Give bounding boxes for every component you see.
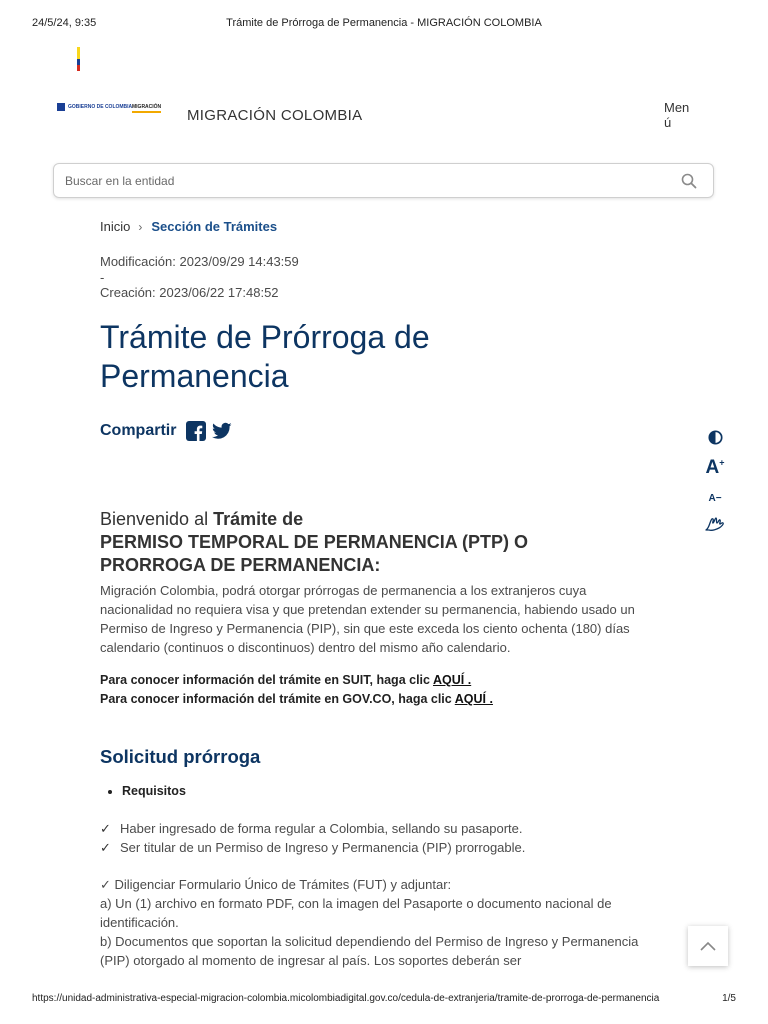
menu-label-line2: ú bbox=[664, 115, 672, 130]
share-bar bbox=[100, 421, 232, 441]
welcome-line3: PRORROGA DE PERMANENCIA: bbox=[100, 555, 381, 575]
list-item: • Requisitos bbox=[122, 784, 660, 798]
documents-section bbox=[100, 875, 660, 970]
created-date: Creación: 2023/06/22 17:48:52 bbox=[100, 285, 279, 300]
sign-language-icon[interactable] bbox=[703, 512, 727, 534]
increase-font-button[interactable] bbox=[706, 457, 725, 479]
gov-logo-icon bbox=[57, 103, 65, 111]
print-date: 24/5/24, 9:35 bbox=[32, 17, 97, 29]
increase-font-plus: + bbox=[719, 457, 725, 468]
item-b: b) Documentos que soportan la solicitud dependiendo del Permiso de Ingreso y Permanencia (PIP) otorgado al momento de ingresar al país. Los soportes deberán ser bbox=[100, 934, 639, 968]
breadcrumb-home[interactable]: Inicio bbox=[100, 219, 131, 234]
check-icon: ✓ bbox=[100, 821, 111, 836]
contrast-icon[interactable] bbox=[708, 430, 723, 445]
modified-date: Modificación: 2023/09/29 14:43:59 bbox=[100, 254, 299, 269]
breadcrumb-current[interactable]: Sección de Trámites bbox=[151, 219, 278, 234]
check-text: Haber ingresado de forma regular a Colombia, sellando su pasaporte. bbox=[120, 821, 523, 836]
site-name[interactable]: MIGRACIÓN COLOMBIA bbox=[187, 107, 363, 124]
print-url: https://unidad-administrativa-especial-migracion-colombia.micolombiadigital.gov.co/cedula-de-extranjeria/tramite-de-prorroga-de-permanencia bbox=[32, 993, 660, 1004]
suit-line bbox=[100, 671, 660, 690]
print-title: Trámite de Prórroga de Permanencia - MIGRACIÓN COLOMBIA bbox=[226, 17, 542, 29]
print-page-number: 1/5 bbox=[722, 993, 736, 1004]
govco-line bbox=[100, 690, 660, 709]
chevron-right-icon: › bbox=[138, 219, 143, 234]
govco-link[interactable]: AQUÍ . bbox=[454, 692, 493, 706]
search-input[interactable] bbox=[63, 173, 681, 189]
list-item bbox=[100, 838, 660, 857]
migracion-logo[interactable]: MIGRACIÓN bbox=[132, 104, 161, 113]
menu-label-line1: Men bbox=[664, 100, 690, 115]
check-icon: ✓ bbox=[100, 840, 111, 855]
meta-separator: - bbox=[100, 269, 105, 285]
fut-line: ✓ Diligenciar Formulario Único de Trámites (FUT) y adjuntar: bbox=[100, 877, 452, 892]
page-title: Trámite de Prórroga de Permanencia bbox=[100, 319, 430, 394]
decrease-font-button[interactable]: A− bbox=[708, 493, 722, 504]
section-title: Solicitud prórroga bbox=[100, 746, 261, 767]
search-icon[interactable] bbox=[681, 173, 697, 189]
share-label: Compartir bbox=[100, 422, 177, 439]
checklist bbox=[100, 819, 660, 857]
item-a: a) Un (1) archivo en formato PDF, con la imagen del Pasaporte o documento nacional de identificación. bbox=[100, 896, 612, 930]
search-bar[interactable] bbox=[53, 163, 714, 198]
govco-text: Para conocer información del trámite en GOV.CO, haga clic bbox=[100, 692, 455, 706]
suit-link[interactable]: AQUÍ . bbox=[432, 673, 472, 687]
scroll-to-top-button[interactable] bbox=[688, 926, 728, 966]
twitter-icon[interactable] bbox=[212, 422, 232, 440]
colombia-flag-bar bbox=[77, 47, 80, 71]
page-meta bbox=[100, 254, 299, 301]
intro-paragraph: Migración Colombia, podrá otorgar prórrogas de permanencia a los extranjeros cuya nacionalidad no requiera visa y que pretendan extender su permanencia, habiendo usado un Permiso de Ingreso y Permanencia (PIP), sin que este exceda los ciento ochenta (180) días calendario (continuos o discontinuos) dentro del mismo año calendario. bbox=[100, 583, 635, 655]
breadcrumb bbox=[100, 219, 277, 234]
suit-text: Para conocer información del trámite en SUIT, haga clic bbox=[100, 673, 433, 687]
menu-button[interactable] bbox=[664, 100, 698, 130]
welcome-prefix: Bienvenido al bbox=[100, 509, 214, 529]
gov-logo-text: GOBIERNO DE COLOMBIA bbox=[68, 103, 133, 110]
info-links bbox=[100, 671, 660, 709]
chevron-up-icon bbox=[699, 940, 717, 952]
welcome-bold: Trámite de bbox=[213, 509, 304, 529]
requirements-list bbox=[122, 784, 660, 798]
increase-font-label: A bbox=[705, 457, 720, 478]
check-text: Ser titular de un Permiso de Ingreso y Permanencia (PIP) prorrogable. bbox=[120, 840, 526, 855]
main-content bbox=[100, 508, 660, 970]
gov-logo[interactable] bbox=[57, 103, 132, 111]
welcome-heading bbox=[100, 508, 660, 577]
welcome-line2: PERMISO TEMPORAL DE PERMANENCIA (PTP) O bbox=[100, 532, 529, 552]
list-item bbox=[100, 819, 660, 838]
facebook-icon[interactable] bbox=[186, 421, 206, 441]
accessibility-bar bbox=[702, 428, 728, 534]
